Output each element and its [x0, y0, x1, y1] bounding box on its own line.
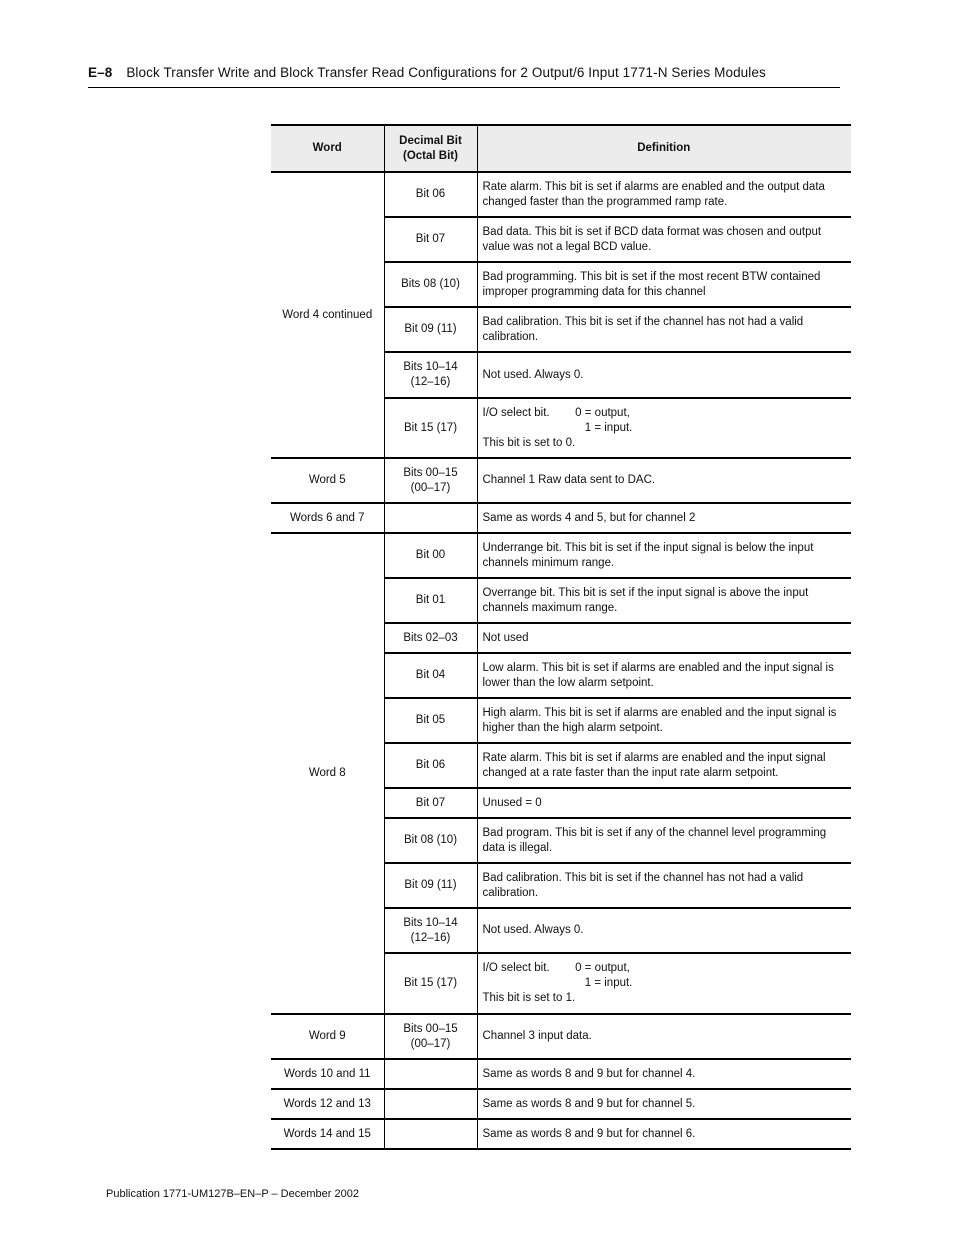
definition-text: Bad program. This bit is set if any of the channel level programming data is illegal. — [482, 826, 827, 854]
bit-label: Bit 01 — [415, 594, 446, 606]
bit-cell — [384, 788, 477, 818]
definition-cell — [477, 698, 851, 743]
bit-label: Bit 09 (11) — [404, 879, 457, 891]
definition-text: I/O select bit. 0 = output, 1 = input. This bit is set to 1. — [482, 962, 633, 1004]
bit-cell — [384, 533, 477, 578]
bit-label: Bits 00–15 (00–17) — [403, 1022, 458, 1050]
definition-text: Rate alarm. This bit is set if alarms are enabled and the input signal changed at a rate faster than the input rate alarm setpoint. — [482, 751, 826, 779]
page-header — [88, 65, 840, 88]
definition-cell — [477, 908, 851, 953]
definition-text: Unused = 0 — [482, 796, 542, 809]
definition-cell — [477, 217, 851, 262]
bit-cell — [384, 1014, 477, 1059]
definition-cell — [477, 1089, 851, 1119]
table-body — [271, 172, 851, 1149]
word-cell: Words 10 and 11 — [271, 1059, 384, 1089]
definition-text: Not used. Always 0. — [482, 368, 584, 381]
definition-text: Not used. Always 0. — [482, 924, 584, 936]
bit-cell — [384, 698, 477, 743]
definition-cell — [477, 653, 851, 698]
definition-text: Bad calibration. This bit is set if the channel has not had a valid calibration. — [482, 315, 804, 343]
definition-cell — [477, 953, 851, 1014]
bit-cell — [384, 1059, 477, 1089]
bit-cell — [384, 398, 477, 458]
page-title: Block Transfer Write and Block Transfer Read Configurations for 2 Output/6 Input 1771-N Series Modules — [126, 65, 766, 80]
table-row — [271, 1089, 851, 1119]
definition-cell — [477, 863, 851, 908]
bit-label: Bits 02–03 — [403, 631, 458, 644]
bit-cell — [384, 818, 477, 863]
definition-text: Channel 1 Raw data sent to DAC. — [482, 474, 656, 486]
column-header-bit-label: Decimal Bit (Octal Bit) — [399, 134, 462, 162]
definition-cell — [477, 1119, 851, 1149]
bit-cell — [384, 217, 477, 262]
definition-cell — [477, 1059, 851, 1089]
bit-cell — [384, 623, 477, 653]
page-number: E–8 — [88, 65, 113, 80]
column-header-word: Word — [271, 125, 384, 172]
definition-text: Underrange bit. This bit is set if the input signal is below the input channels minimum range. — [482, 541, 814, 569]
table-row — [271, 172, 851, 217]
definition-text: Rate alarm. This bit is set if alarms are enabled and the output data changed faster than the programmed ramp rate. — [482, 180, 825, 208]
definition-text: Channel 3 input data. — [482, 1030, 592, 1042]
definition-text: Overrange bit. This bit is set if the input signal is above the input channels maximum range. — [482, 586, 809, 614]
definition-text: Low alarm. This bit is set if alarms are enabled and the input signal is lower than the low alarm setpoint. — [482, 661, 834, 689]
word-cell: Words 6 and 7 — [271, 503, 384, 533]
word-cell: Word 4 continued — [271, 172, 384, 458]
bit-label: Bits 10–14 (12–16) — [403, 361, 458, 388]
bit-cell — [384, 262, 477, 307]
definition-cell — [477, 623, 851, 653]
definition-cell — [477, 398, 851, 458]
definition-cell — [477, 533, 851, 578]
definition-text: I/O select bit. 0 = output, 1 = input. This bit is set to 0. — [482, 406, 633, 449]
bit-label: Bit 07 — [415, 233, 446, 245]
table-header-row — [271, 125, 851, 172]
bit-label: Bit 06 — [415, 188, 446, 200]
bit-label: Bits 00–15 (00–17) — [403, 466, 458, 494]
word-cell: Word 9 — [271, 1014, 384, 1059]
table-row — [271, 1119, 851, 1149]
bit-cell — [384, 1089, 477, 1119]
bit-cell — [384, 307, 477, 352]
bit-cell — [384, 908, 477, 953]
bit-cell — [384, 352, 477, 398]
bit-label: Bit 05 — [415, 714, 446, 726]
word-cell: Word 5 — [271, 458, 384, 503]
table-row — [271, 458, 851, 503]
table-row — [271, 533, 851, 578]
column-header-bit — [384, 125, 477, 172]
table-row — [271, 1059, 851, 1089]
definition-cell — [477, 172, 851, 217]
bit-label: Bits 10–14 (12–16) — [403, 916, 458, 944]
word-cell: Words 14 and 15 — [271, 1119, 384, 1149]
definition-text: Same as words 8 and 9 but for channel 5. — [482, 1097, 696, 1110]
bit-label: Bit 09 (11) — [404, 323, 457, 335]
bit-cell — [384, 503, 477, 533]
definition-cell — [477, 503, 851, 533]
bit-definition-table — [271, 124, 851, 1150]
bit-cell — [384, 1119, 477, 1149]
definition-text: Bad data. This bit is set if BCD data format was chosen and output value was not a legal BCD value. — [482, 225, 822, 253]
definition-cell — [477, 307, 851, 352]
bit-label: Bit 15 (17) — [403, 977, 458, 989]
definition-cell — [477, 578, 851, 623]
definition-cell — [477, 788, 851, 818]
word-cell: Words 12 and 13 — [271, 1089, 384, 1119]
bit-cell — [384, 743, 477, 788]
word-cell: Word 8 — [271, 533, 384, 1014]
definition-cell — [477, 262, 851, 307]
bit-cell — [384, 458, 477, 503]
bit-cell — [384, 172, 477, 217]
bit-label: Bit 08 (10) — [403, 834, 458, 846]
definition-cell — [477, 352, 851, 398]
definition-text: Bad programming. This bit is set if the most recent BTW contained improper programming data for this channel — [482, 270, 821, 298]
definition-cell — [477, 458, 851, 503]
page-footer: Publication 1771-UM127B–EN–P – December 2002 — [106, 1188, 359, 1200]
definition-text: Bad calibration. This bit is set if the channel has not had a valid calibration. — [482, 871, 804, 899]
column-header-definition: Definition — [477, 125, 851, 172]
bit-label: Bit 04 — [415, 669, 446, 681]
bit-label: Bit 07 — [415, 796, 446, 809]
definition-text: Same as words 4 and 5, but for channel 2 — [482, 511, 696, 524]
bit-label: Bits 08 (10) — [401, 278, 460, 290]
definition-text: Not used — [482, 631, 529, 644]
bit-label: Bit 15 (17) — [403, 421, 458, 434]
bit-cell — [384, 953, 477, 1014]
bit-cell — [384, 653, 477, 698]
definition-text: Same as words 8 and 9 but for channel 4. — [482, 1067, 696, 1080]
definition-cell — [477, 818, 851, 863]
bit-cell — [384, 863, 477, 908]
table-row — [271, 503, 851, 533]
definition-cell — [477, 1014, 851, 1059]
bit-cell — [384, 578, 477, 623]
bit-label: Bit 00 — [415, 549, 446, 561]
definition-cell — [477, 743, 851, 788]
definition-text: High alarm. This bit is set if alarms are enabled and the input signal is higher than the high alarm setpoint. — [482, 706, 837, 734]
bit-label: Bit 06 — [415, 759, 446, 771]
table-row — [271, 1014, 851, 1059]
definition-text: Same as words 8 and 9 but for channel 6. — [482, 1127, 696, 1140]
